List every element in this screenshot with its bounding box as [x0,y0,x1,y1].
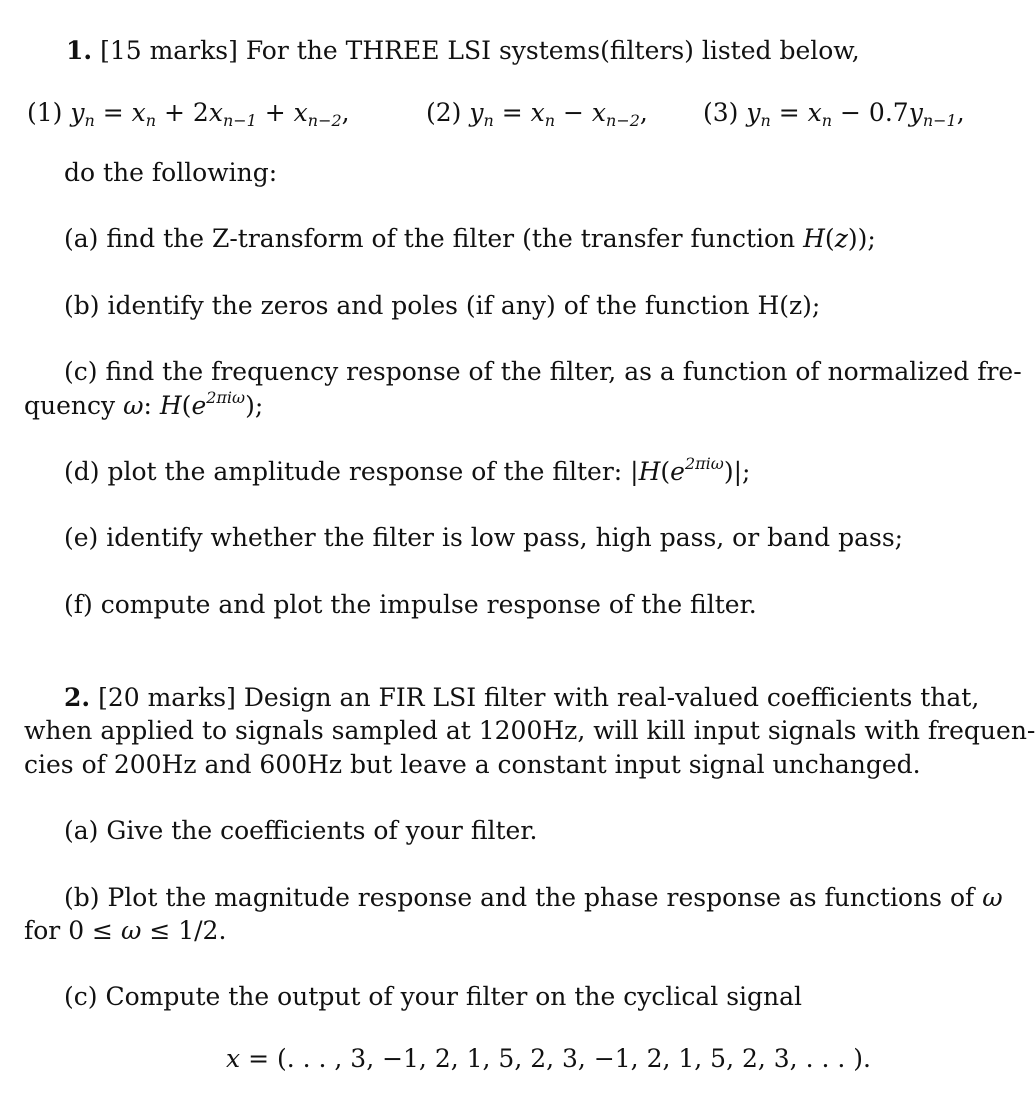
q1-part-e: (e) identify whether the filter is low pass, high pass, or band pass; [64,523,904,552]
q2-header: 2. [20 marks] Design an FIR LSI filter with real-valued coefficients that, [64,683,980,712]
q2-part-c: (c) Compute the output of your filter on the cyclical signal [64,982,803,1011]
q1-number: 1. [66,36,93,65]
q1-part-a: (a) find the Z-transform of the filter (the transfer function H(z)); [64,224,876,253]
q2-marks: [20 marks] [98,683,236,712]
q1-follow: do the following: [64,158,278,187]
q1-part-c-line2: quency ω: $H(e^{2\pi i\omega})$; [24,388,264,420]
q2-part-a: (a) Give the coefficients of your filter. [64,816,538,845]
q1-part-d: (d) plot the amplitude response of the filter: $|H(e^{2\pi i\omega})|$; [64,454,751,486]
equation-2: (2) $y_n = x_n - x_{n-2}$, [426,98,648,130]
q1-part-b: (b) identify the zeros and poles (if any) of the function H(z); [64,291,821,320]
q2-signal: x = (. . . , 3, −1, 2, 1, 5, 2, 3, −1, 2, 1, 5, 2, 3, . . . ). [226,1044,871,1073]
q1-marks: [15 marks] [100,36,238,65]
q1-part-c-line1: (c) find the frequency response of the filter, as a function of normalized fre- [64,357,1022,386]
q2-line3: cies of 200Hz and 600Hz but leave a constant input signal unchanged. [24,750,921,779]
q2-line2: when applied to signals sampled at 1200Hz, will kill input signals with frequen- [24,716,1036,745]
q1-part-f: (f) compute and plot the impulse response of the filter. [64,590,757,619]
equation-3: (3) $y_n = x_n - 0.7y_{n-1}$, [703,98,965,130]
q1-header [66,35,860,67]
q2-number: 2. [64,683,91,712]
q1-intro: For the THREE LSI systems(filters) listed below, [245,36,860,65]
equation-1: (1) $y_n = x_n + 2x_{n-1} + x_{n-2}$, [27,98,350,130]
q2-part-b-line2: for 0 ≤ ω ≤ 1/2. [24,916,227,945]
q2-part-b-line1: (b) Plot the magnitude response and the phase response as functions of ω [64,883,1003,912]
